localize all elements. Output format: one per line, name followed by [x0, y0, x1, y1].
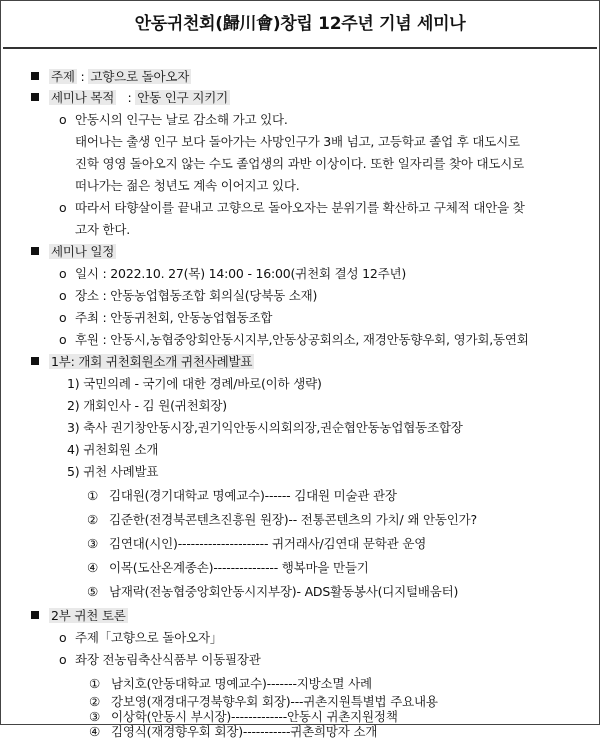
part1-item-3: 3) 축사 권기창안동시장,권기익안동시의회의장,권순협안동농업협동조합장 [67, 420, 463, 435]
panel-number: ③ [89, 709, 101, 724]
part1-item-2: 2) 개회인사 - 김 원(귀천회장) [67, 398, 227, 413]
purpose-value: 안동 인구 지키기 [137, 90, 228, 105]
circle-bullet-icon: o [59, 112, 67, 127]
theme-row [31, 68, 191, 86]
schedule-label: 세미나 일정 [51, 244, 115, 259]
case-number: ② [87, 512, 99, 527]
purpose-item-2-line-2: 고자 한다. [75, 222, 131, 237]
square-bullet-icon [31, 357, 39, 365]
purpose-row [31, 89, 230, 107]
circle-bullet-icon: o [59, 630, 67, 645]
theme-separator: : [80, 69, 85, 84]
part2-item-topic: o 주제「고향으로 돌아오자」 [59, 630, 223, 645]
circle-bullet-icon: o [59, 200, 67, 215]
purpose-separator: : [127, 90, 132, 105]
panel-number: ① [89, 676, 101, 691]
purpose-item-2-line-1: o 따라서 타향살이를 끝내고 고향으로 돌아오자는 분위기를 확산하고 구체적 대안을 찾 [59, 200, 525, 215]
part2-item-chair: o 좌장 전농림축산식품부 이동필장관 [59, 652, 261, 667]
schedule-item-date: o 일시 : 2022.10. 27(목) 14:00 - 16:00(귀천회 결성 12주년) [59, 266, 407, 281]
square-bullet-icon [31, 72, 39, 80]
circle-bullet-icon: o [59, 652, 67, 667]
schedule-row [31, 243, 116, 261]
part1-label: 1부: 개회 귀천회원소개 귀천사례발표 [51, 354, 253, 369]
document-title: 안동귀천회(歸川會)창립 12주년 기념 세미나 [134, 14, 466, 34]
part1-item-5: 5) 귀천 사례발표 [67, 464, 159, 479]
schedule-item-sponsor: o 후원 : 안동시,농협중앙회안동시지부,안동상공회의소, 재경안동향우회, 영가회,동연회 [59, 332, 529, 347]
circle-bullet-icon: o [59, 332, 67, 347]
purpose-item-1-line-4: 떠나가는 젊은 청년도 계속 이어지고 있다. [75, 178, 300, 193]
circle-bullet-icon: o [59, 266, 67, 281]
panel-number: ④ [89, 724, 101, 739]
square-bullet-icon [31, 611, 39, 619]
case-row-5: ⑤ 남재락(전농협중앙회안동시지부장)- ADS활동봉사(디지털배움터) [87, 584, 459, 599]
purpose-item-1-line-2: 태어나는 출생 인구 보다 돌아가는 사망인구가 3배 넘고, 고등학교 졸업 후 대도시로 [75, 134, 520, 149]
purpose-label: 세미나 목적 [51, 90, 115, 105]
square-bullet-icon [31, 247, 39, 255]
case-row-4: ④ 이목(도산온계종손)--------------- 행복마을 만들기 [87, 560, 369, 575]
part2-row [31, 607, 128, 625]
schedule-item-host: o 주최 : 안동귀천회, 안동농업협동조합 [59, 310, 273, 325]
purpose-item-1-line-3: 진학 영영 돌아오지 않는 수도 졸업생의 과반 이상이다. 또한 일자리를 찾아 대도시로 [75, 156, 525, 171]
case-number: ⑤ [87, 584, 99, 599]
circle-bullet-icon: o [59, 310, 67, 325]
panel-number: ② [89, 694, 101, 709]
case-row-3: ③ 김연대(시인)--------------------- 귀거래사/김연대 문학관 운영 [87, 536, 427, 551]
case-number: ① [87, 488, 99, 503]
panel-row-2: ② 강보영(재경대구경북향우회 회장)---귀촌지원특별법 주요내용 [89, 694, 438, 709]
case-row-2: ② 김준한(전경북콘텐츠진흥원 원장)-- 전통콘텐츠의 가치/ 왜 안동인가? [87, 512, 477, 527]
theme-label: 주제 [51, 69, 75, 84]
panel-row-3: ③ 이상학(안동시 부시장)-------------안동시 귀촌지원정책 [89, 709, 398, 724]
panel-row-4: ④ 김영식(재경향우회 회장)-----------귀촌희망자 소개 [89, 724, 378, 739]
case-number: ③ [87, 536, 99, 551]
part1-row [31, 353, 254, 371]
part2-label: 2부 귀천 토론 [51, 608, 126, 623]
title-divider [3, 47, 597, 49]
part1-item-1: 1) 국민의례 - 국기에 대한 경례/바로(이하 생략) [67, 376, 322, 391]
purpose-item-1-line-1: o 안동시의 인구는 날로 감소해 가고 있다. [59, 112, 288, 127]
theme-value: 고향으로 돌아오자 [90, 69, 190, 84]
schedule-item-place: o 장소 : 안동농업협동조합 회의실(당북동 소재) [59, 288, 318, 303]
square-bullet-icon [31, 93, 39, 101]
case-row-1: ① 김대원(경기대학교 명예교수)------ 김대원 미술관 관장 [87, 488, 397, 503]
circle-bullet-icon: o [59, 288, 67, 303]
panel-row-1: ① 남치호(안동대학교 명예교수)-------지방소멸 사례 [89, 676, 372, 691]
part1-item-4: 4) 귀천회원 소개 [67, 442, 159, 457]
case-number: ④ [87, 560, 99, 575]
